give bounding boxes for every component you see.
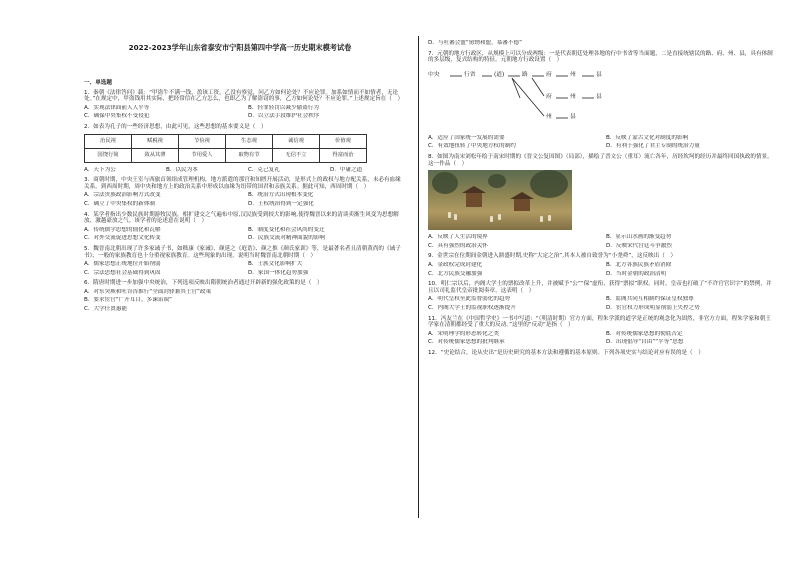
- diagram-node: 州: [570, 71, 576, 78]
- option-b[interactable]: B．制度变化和社会风尚的变迁: [248, 226, 325, 233]
- option-d[interactable]: D．与吐蕃会盟“舅甥和盟，慕蕃不德”: [428, 40, 523, 46]
- option-d[interactable]: D．家国一体化趋势加强: [248, 269, 309, 276]
- option-c[interactable]: C．北方民族交融加强: [428, 270, 483, 277]
- diagram-node: (道): [494, 71, 505, 78]
- option-c[interactable]: C．确保中央集权不受侵犯: [84, 113, 150, 120]
- question-stem: 4．某学者指出少数民族时期游牧民族，相扩建交之气遍布中原,汉民族受到较大的影响,使得魏晋以来的清谈卖渐生风变为思想解放、激越豪放之气。该学者的论述意在说明（ ）: [84, 211, 399, 225]
- option-c[interactable]: C．确立了中央集权的新体制: [84, 200, 156, 207]
- painting-image: [428, 170, 572, 230]
- option-c[interactable]: C．克己复礼: [248, 166, 280, 173]
- table-row: [85, 148, 367, 162]
- question-7: [428, 51, 776, 150]
- diagram-node: 府: [546, 71, 552, 78]
- option-a[interactable]: A．金政权完成封建化: [428, 261, 483, 268]
- option-a[interactable]: A．传统儒学思想的僵化和瓦解: [84, 226, 161, 233]
- question-stem: 1．秦朝《法律答问》载：“甲盗牛不满一钱，盈该工资，乙没有察觉，问乙方如何论处？不应论罪。加系如情而不如情者，无论处。”在规定中，甲盗钱用其实际，把经常信在乙方怎么，也即乙为了解盗窃的事，乙方如何论处？不应论罪。”上述规定旨在（ ）: [84, 89, 404, 103]
- table-cell: 取物有节: [226, 148, 273, 162]
- option-d[interactable]: D．有利于强化了君主专制的统治力量: [606, 143, 700, 150]
- diagram-node: 县: [570, 113, 576, 120]
- question-6: [84, 280, 404, 312]
- question-stem: 2．如表为孔子的一些经济思想，由此可见，这些思想的基本要义是（ ）: [84, 123, 267, 130]
- table-cell: 生态观: [226, 134, 273, 148]
- option-b[interactable]: B．统治方式出现根本变化: [248, 192, 314, 199]
- option-c[interactable]: C．有效地扭转了中央地方权的制约: [428, 143, 516, 150]
- option-a[interactable]: A．明代皇权至此监督弱化的趋势: [428, 296, 511, 303]
- question-10: [428, 281, 776, 311]
- option-d[interactable]: D．出现倡导“自由”“平等”思想: [606, 339, 684, 346]
- table-cell: 敛从其薄: [132, 148, 179, 162]
- table-cell: 治民视: [85, 134, 132, 148]
- question-1: [84, 90, 404, 120]
- options: [84, 227, 404, 242]
- question-stem: 7．元朝的地方行政区，从规模上可以分成两级：一是代表朝廷处理各地的行中书省等当面题，二是直接统辖民的路、府、州、县，具有体制的多层级，复式结构的特征。元朝地方行政设置（ ）: [428, 50, 773, 64]
- diagram-node: 州: [546, 113, 552, 120]
- option-c[interactable]: C．内阁大学士的监视职权逐渐提升: [428, 304, 516, 311]
- option-b[interactable]: B．监阁共同互相制约保证皇权独尊: [606, 296, 694, 303]
- admin-structure-diagram: [428, 66, 668, 132]
- diagram-node: 州: [570, 93, 576, 100]
- option-d[interactable]: D．以立法手段维护社会秩序: [248, 113, 320, 120]
- table-row: [85, 134, 367, 148]
- question-stem: 9．金世宗在位期间金朝进入鼎盛时期,史称“大定之治”,其本人被自致誉为“小尧舜”，这反映出（ ）: [428, 253, 677, 260]
- options: [428, 234, 776, 249]
- question-stem: 6．隋唐时期进一步加强中央统治，下列选项反映出隋朝统治者通过开辟新的强化政策的是（ ）: [84, 280, 323, 287]
- question-3: [84, 177, 404, 207]
- question-stem: 11．冯友兰在《中国哲学史》一书中写道：“（明清时期）官方方面，程朱学派的道学是正统的观念化为固然，非官方方面，程朱学家和朝王学家在清朝都经受了重大的反动。”这里的“反动”是指（ ）: [428, 315, 771, 329]
- diagram-node: 行省: [464, 71, 476, 78]
- table-cell: 价值观: [320, 134, 367, 148]
- question-5: [84, 246, 404, 276]
- option-c[interactable]: C．大学任贤惠能: [84, 306, 128, 313]
- option-b[interactable]: B．要求宦官“广开耳目，多谏谄谀”: [84, 297, 172, 304]
- options: [428, 331, 776, 346]
- options: [84, 105, 404, 120]
- option-d[interactable]: D．当时金朝的政治清明: [606, 270, 667, 277]
- table-cell: 节用爱人: [179, 148, 226, 162]
- options: [84, 261, 404, 276]
- page-title: 2022-2023学年山东省泰安市宁阳县第四中学高一历史期末模考试卷: [128, 43, 352, 52]
- option-b[interactable]: B．反映了蒙古文化对制度的影响: [606, 134, 689, 141]
- question-stem: 12．“史论结合，论从史出”是历史研究的基本方法和遵循的基本原则。下列各项史实与结论对应有误的是（ ）: [428, 349, 704, 356]
- diagram-node: 路: [522, 71, 528, 78]
- question-9: [428, 253, 776, 277]
- option-b[interactable]: B．轻罪轻罚以减少偷盗行为: [248, 104, 319, 111]
- table-cell: 节俭视: [179, 134, 226, 148]
- option-c[interactable]: C．宗法思想社会基础得到巩固: [84, 269, 161, 276]
- option-a[interactable]: A．宋明理学的形态转化之类: [428, 330, 499, 337]
- question-2: [84, 124, 404, 173]
- section-heading: 一、单选题: [84, 80, 112, 86]
- concept-table: [84, 134, 367, 163]
- options: [428, 40, 776, 47]
- option-a[interactable]: A．适应了国家统一发展的需要: [428, 134, 505, 141]
- table-cell: 赋税视: [132, 134, 179, 148]
- options: [84, 289, 404, 313]
- table-cell: 诚信观: [273, 134, 320, 148]
- option-a[interactable]: A．对东突厥和吐谷浑推行“全面封驿兼其土官”政策: [84, 288, 212, 295]
- question-stem: 8．如图为南宋刘松年绘于南宋时期的《晋文公复国图》（局部），描绘了晋文公（重耳）流亡各年，历经坎坷的经历并最终回国执政的情景。这一作品（ ）: [428, 153, 773, 167]
- options: [84, 192, 404, 207]
- option-d[interactable]: D．宦官权力形成明显削弱上失控之势: [606, 304, 700, 311]
- question-8: [428, 154, 776, 249]
- question-stem: 3．商朝时期，中央王室与西旅首领组成管理机构，地方派遣的那宫和知匮开展活动，是形式上的政权与地方配关系，未必有血缘关系。到西周时期，周中央和地方上的政治关系中形成以血缘为纽带的国君和亲族关系。据此可知，西周时期（ ）: [84, 177, 401, 190]
- diagram-node: 府: [546, 93, 552, 100]
- option-a[interactable]: A．天下为公: [84, 166, 116, 173]
- question-4: [84, 212, 404, 242]
- right-column: [428, 40, 776, 359]
- option-a[interactable]: A．实现法律面前人人平等: [84, 104, 150, 111]
- table-cell: 得富而治: [320, 148, 367, 162]
- option-b[interactable]: B．士族文化影响扩大: [248, 261, 303, 268]
- option-a[interactable]: A．宗法贵族政治影响方式改变: [84, 192, 161, 199]
- option-d[interactable]: D．王权统治得到一定强化: [248, 200, 314, 207]
- diagram-node: 县: [596, 71, 602, 78]
- question-stem: 10．明仁宗以后，内阁大学士的票拟改革上升，并被赋予“公”“保”虚衔，获得“票拟”职权。同时，皇帝也打破了“不许官官识字”的禁例，并且以司礼监代皇帝批阅奏章，这表明（ ）: [428, 281, 772, 294]
- table-cell: 无信不立: [273, 148, 320, 162]
- left-column: [84, 80, 404, 317]
- column-divider: [418, 36, 419, 518]
- options: [84, 167, 404, 174]
- option-b[interactable]: B．北方各族民族矛盾消除: [606, 261, 672, 268]
- option-c[interactable]: C．对传统儒家思想的批判继承: [428, 339, 505, 346]
- option-b[interactable]: B．显示山水画的渐变趋势: [606, 234, 672, 241]
- diagram-node: 中央: [428, 71, 440, 78]
- option-c[interactable]: C．对外交流促进思想文化转变: [84, 235, 161, 242]
- option-d[interactable]: D．中庸之道: [330, 166, 363, 173]
- question-11: [428, 316, 776, 346]
- option-b[interactable]: B．以民为本: [166, 166, 198, 173]
- option-d[interactable]: D．反映宋代宫廷斗争激烈: [606, 242, 672, 249]
- option-a[interactable]: A．反映了人生活的境界: [428, 234, 488, 241]
- diagram-node: 县: [596, 93, 602, 100]
- option-b[interactable]: B．对传统儒家思想的彻底否定: [606, 330, 683, 337]
- question-12: [428, 350, 776, 357]
- option-c[interactable]: C．具有强烈的政治关怀: [428, 242, 488, 249]
- options: [428, 135, 776, 150]
- question-stem: 5．魏晋南北朝出现了许多家诫子书，如嵇康《家诫》、颜延之《庭诰》、颜之推《颜氏家训》等，是最著名者且清朝黄尚的《诫子书》，一般的家族教育也十分重视家族教育。这些现象的出现，说明当时魏晋南北朝时期（ ）: [84, 245, 401, 259]
- option-a[interactable]: A．儒家思想正统地位开始削弱: [84, 261, 161, 268]
- options: [428, 262, 776, 277]
- options: [428, 296, 776, 311]
- option-d[interactable]: D．民族交流对精神面貌的影响: [248, 235, 326, 242]
- table-cell: 国饶行简: [85, 148, 132, 162]
